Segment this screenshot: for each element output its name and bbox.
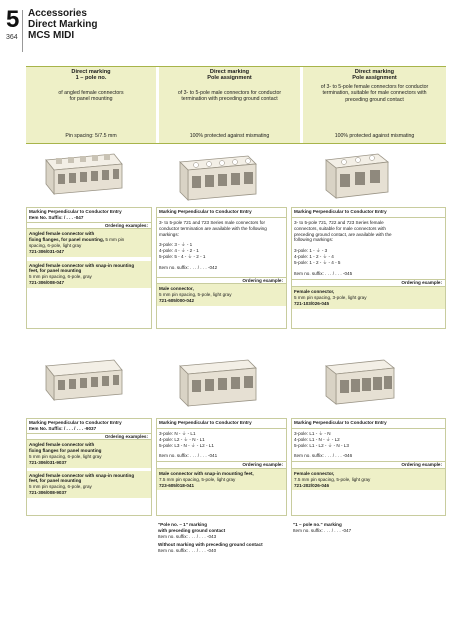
top-col-2-heading: Direct marking bbox=[209, 69, 250, 75]
top-col-3-text-1: of 3- to 5-pole female connectors for conductor bbox=[320, 83, 429, 90]
section1-right-box bbox=[291, 207, 446, 329]
mid-text-3: markings: bbox=[159, 231, 179, 237]
mid-marking-2: 4-pole: 4 - ⏚ - 2 - 1 bbox=[159, 248, 199, 254]
right-text-3: preceding ground contact, are available with the bbox=[294, 231, 392, 237]
right-text-1: 3- to 5-pole 721, 722 and 723 Series female bbox=[294, 220, 384, 225]
example-a-line-1: Angled female connector with bbox=[29, 231, 95, 237]
mid2-extra-5: Item no. suffix: . . . / . . . -040 bbox=[158, 548, 217, 554]
page-number: 364 bbox=[6, 34, 18, 41]
title-line-1: Accessories bbox=[28, 8, 87, 19]
section1-mid-heading: Marking Perpendicular to Conductor Entry bbox=[157, 208, 286, 218]
section1-left-heading-1: Marking Perpendicular to Conductor Entry bbox=[29, 209, 122, 214]
example-c-line-1: Angled female connector with bbox=[29, 442, 95, 448]
product-image-male-connector-2 bbox=[172, 354, 262, 408]
mid-marking-3: 5-pole: 5 - 4 - ⏚ - 2 - 1 bbox=[159, 253, 206, 259]
mid-example-item-no: 721-605/000-042 bbox=[159, 297, 194, 303]
mid-suffix: Item no. suffix: . . . / . . . -042 bbox=[159, 264, 218, 270]
right-example-1: Female connector, bbox=[294, 289, 335, 295]
mid-example-1: Male connector, bbox=[159, 286, 194, 292]
section2-right-body bbox=[292, 429, 445, 461]
title-line-2: Direct Marking bbox=[28, 19, 98, 30]
top-col-2-text-1: of 3- to 5-pole male connectors for conductor bbox=[177, 89, 282, 96]
top-col-1-subheading: 1 – pole no. bbox=[75, 75, 107, 82]
example-d bbox=[27, 471, 151, 498]
section2-mid-body bbox=[157, 429, 286, 461]
mid2-example bbox=[157, 469, 286, 490]
example-b-line-2: feet, for panel mounting bbox=[29, 268, 82, 274]
product-image-male-connector bbox=[172, 150, 262, 202]
section2-mid-extra bbox=[156, 520, 287, 556]
mid2-marking-3: 5-pole: L3 - N - ⏚ - L2 - L1 bbox=[159, 442, 214, 448]
example-c-line-2: fixing flanges for panel mounting bbox=[29, 448, 102, 454]
section1-left-box bbox=[26, 207, 152, 329]
mid2-ordering-label: Ordering example: bbox=[157, 461, 286, 469]
right-ordering-label: Ordering example: bbox=[292, 279, 445, 287]
right2-ordering-label: Ordering example: bbox=[292, 461, 445, 469]
product-image-female-connector bbox=[318, 150, 408, 200]
example-d-item-no: 721-306/008-9037 bbox=[29, 489, 67, 495]
mid2-extra-4: Without marking with preceding ground contact bbox=[158, 542, 263, 548]
right2-extra-2: Item no. suffix: . . . / . . . -047 bbox=[293, 527, 352, 533]
top-col-2-footer: 100% protected against mismating bbox=[189, 132, 270, 139]
ordering-examples-label-2: Ordering examples: bbox=[27, 434, 151, 441]
top-col-3-heading: Direct marking bbox=[354, 69, 395, 75]
title-line-3: MCS MIDI bbox=[28, 30, 75, 41]
top-col-2-subheading: Pole assignment bbox=[207, 75, 252, 82]
mid2-extra-2: with preceding ground contact bbox=[158, 527, 226, 533]
mid2-extra-3: Item no. suffix: . . . / . . . -043 bbox=[158, 533, 217, 539]
right2-marking-1: 3-pole: L1 - ⏚ - N bbox=[294, 431, 331, 436]
section1-right-heading: Marking Perpendicular to Conductor Entry bbox=[292, 208, 445, 218]
top-col-3-footer: 100% protected against mismating bbox=[334, 132, 415, 139]
mid2-example-2: 7.5 mm pin spacing, 5-pole, light gray bbox=[159, 476, 236, 482]
example-d-line-1: Angled female connector with snap-in mounting bbox=[29, 472, 135, 478]
connector-icon bbox=[318, 150, 408, 200]
mid2-marking-2: 4-pole: L2 - ⏚ - N - L1 bbox=[159, 436, 205, 442]
chapter-number: 5 bbox=[6, 6, 20, 33]
right2-extra-body bbox=[291, 520, 446, 536]
top-col-1-heading: Direct marking bbox=[71, 69, 111, 75]
ordering-examples-label: Ordering examples: bbox=[27, 223, 151, 230]
mid-text-2: conductor termination are available with the following bbox=[159, 225, 267, 231]
right-suffix: Item no. suffix: . . . / . . . -045 bbox=[294, 270, 353, 276]
section2-left-heading bbox=[27, 419, 151, 434]
mid2-extra-body bbox=[156, 520, 287, 556]
example-d-line-2: feet, for panel mounting bbox=[29, 478, 82, 484]
example-d-line-3: 5 mm pin spacing, 6-pole, gray bbox=[29, 484, 92, 490]
mid2-example-item-no: 723-605/018-041 bbox=[159, 482, 194, 488]
mid-example bbox=[157, 284, 286, 305]
top-col-1-text-1: of angled female connectors bbox=[58, 89, 124, 96]
connector-icon bbox=[172, 150, 262, 202]
right2-example-2: 7.5 mm pin spacing, 5-pole, light gray bbox=[294, 476, 371, 482]
top-col-1-text-2: for panel mounting bbox=[69, 96, 113, 103]
connector-icon bbox=[36, 356, 128, 404]
top-col-2 bbox=[159, 67, 300, 143]
section2-mid-heading: Marking Perpendicular to Conductor Entry bbox=[157, 419, 286, 429]
right-text-4: following markings: bbox=[294, 237, 334, 243]
section2-right-extra bbox=[291, 520, 446, 540]
right-example-item-no: 721-103/026-045 bbox=[294, 300, 329, 306]
section2-mid-box bbox=[156, 418, 287, 516]
mid2-extra-1: "Pole no. – 1" marking bbox=[158, 522, 208, 527]
example-b-line-1: Angled female connector with snap-in mounting bbox=[29, 262, 135, 268]
example-b-item-no: 721-306/008-047 bbox=[29, 279, 64, 285]
section2-left-heading-1: Marking Perpendicular to Conductor Entry bbox=[29, 420, 122, 425]
right2-marking-2: 4-pole: L1 - N - ⏚ - L2 bbox=[294, 436, 340, 442]
top-col-1-footer: Pin spacing: 5/7.5 mm bbox=[65, 132, 117, 139]
section1-left-heading bbox=[27, 208, 151, 223]
page-title bbox=[28, 8, 97, 41]
example-a-line-3: spacing, 6-pole, light gray bbox=[29, 242, 82, 248]
section2-right-heading: Marking Perpendicular to Conductor Entry bbox=[292, 419, 445, 429]
top-col-3 bbox=[303, 67, 446, 143]
mid2-suffix: Item no. suffix: . . . / . . . -041 bbox=[159, 453, 218, 459]
section1-mid-body bbox=[157, 218, 286, 273]
section2-left-box bbox=[26, 418, 152, 516]
section1-right-body bbox=[292, 218, 445, 278]
mid2-example-1: Male connector with snap-in mounting feet, bbox=[159, 470, 254, 476]
right-example-2: 5 mm pin spacing, 3-pole, light gray bbox=[294, 294, 367, 300]
example-b bbox=[27, 261, 151, 288]
product-image-angled-female bbox=[36, 150, 128, 198]
connector-icon bbox=[172, 354, 262, 408]
product-image-angled-female-2 bbox=[36, 356, 128, 404]
top-col-3-text-3: preceding ground contact bbox=[345, 96, 404, 103]
example-c bbox=[27, 440, 151, 467]
top-col-1 bbox=[26, 67, 156, 143]
top-col-3-subheading: Pole assignment bbox=[352, 75, 397, 82]
example-c-line-3: 5 mm pin spacing, 6-pole, light gray bbox=[29, 453, 102, 459]
mid-marking-1: 3-pole: 3 - ⏚ - 1 bbox=[159, 242, 193, 248]
example-b-line-3: 5 mm pin spacing, 6-pole, gray bbox=[29, 274, 92, 280]
right2-example-1: Female connector, bbox=[294, 470, 335, 476]
right2-marking-3: 5-pole: L1 - L2 - ⏚ - N - L3 bbox=[294, 442, 349, 448]
mid-ordering-label: Ordering example: bbox=[157, 277, 286, 285]
section2-right-box bbox=[291, 418, 446, 516]
product-image-female-connector-2 bbox=[318, 356, 408, 406]
example-c-item-no: 721-306/031-9037 bbox=[29, 459, 67, 465]
right-marking-3: 5-pole: 1 - 2 - ⏚ - 4 - 5 bbox=[294, 259, 341, 265]
example-a-item-no: 721-306/031-047 bbox=[29, 248, 64, 254]
section1-mid-box bbox=[156, 207, 287, 329]
right2-example-item-no: 721-202/026-046 bbox=[294, 482, 329, 488]
section1-left-heading-2: Item No. Suffix: / . . . -047 bbox=[29, 214, 84, 220]
mid-text-1: 3- to 5-pole 721 and 723 Series male connectors for bbox=[159, 220, 265, 225]
right-marking-1: 3-pole: 1 - ⏚ - 3 bbox=[294, 248, 328, 254]
top-col-3-text-2: termination, suitable for male connectors with bbox=[322, 90, 427, 97]
top-col-2-text-2: termination with preceding ground contact bbox=[181, 96, 278, 103]
connector-icon bbox=[318, 356, 408, 406]
right-example bbox=[292, 287, 445, 308]
right2-suffix: Item no. suffix: . . . / . . . -046 bbox=[294, 453, 353, 459]
mid2-marking-1: 3-pole: N - ⏚ - L1 bbox=[159, 431, 196, 436]
example-a-line-2: fixing flanges, for panel mounting, bbox=[29, 237, 105, 243]
mid-example-2: 5 mm pin spacing, 5-pole, light gray bbox=[159, 292, 232, 298]
top-band bbox=[26, 66, 446, 144]
connector-icon bbox=[36, 150, 128, 198]
header-divider bbox=[22, 10, 23, 52]
right-marking-2: 4-pole: 1 - 2 - ⏚ - 4 bbox=[294, 253, 334, 259]
right2-extra-1: "1 – pole no." marking bbox=[293, 522, 342, 527]
example-a bbox=[27, 229, 151, 256]
example-a-line-2b: 5 mm pin bbox=[104, 237, 125, 243]
right-text-2: connectors, suitable for male connectors with bbox=[294, 225, 386, 231]
section2-left-heading-2: Item No. Suffix: / . . . / . . . -9037 bbox=[29, 425, 97, 431]
right2-example bbox=[292, 469, 445, 490]
